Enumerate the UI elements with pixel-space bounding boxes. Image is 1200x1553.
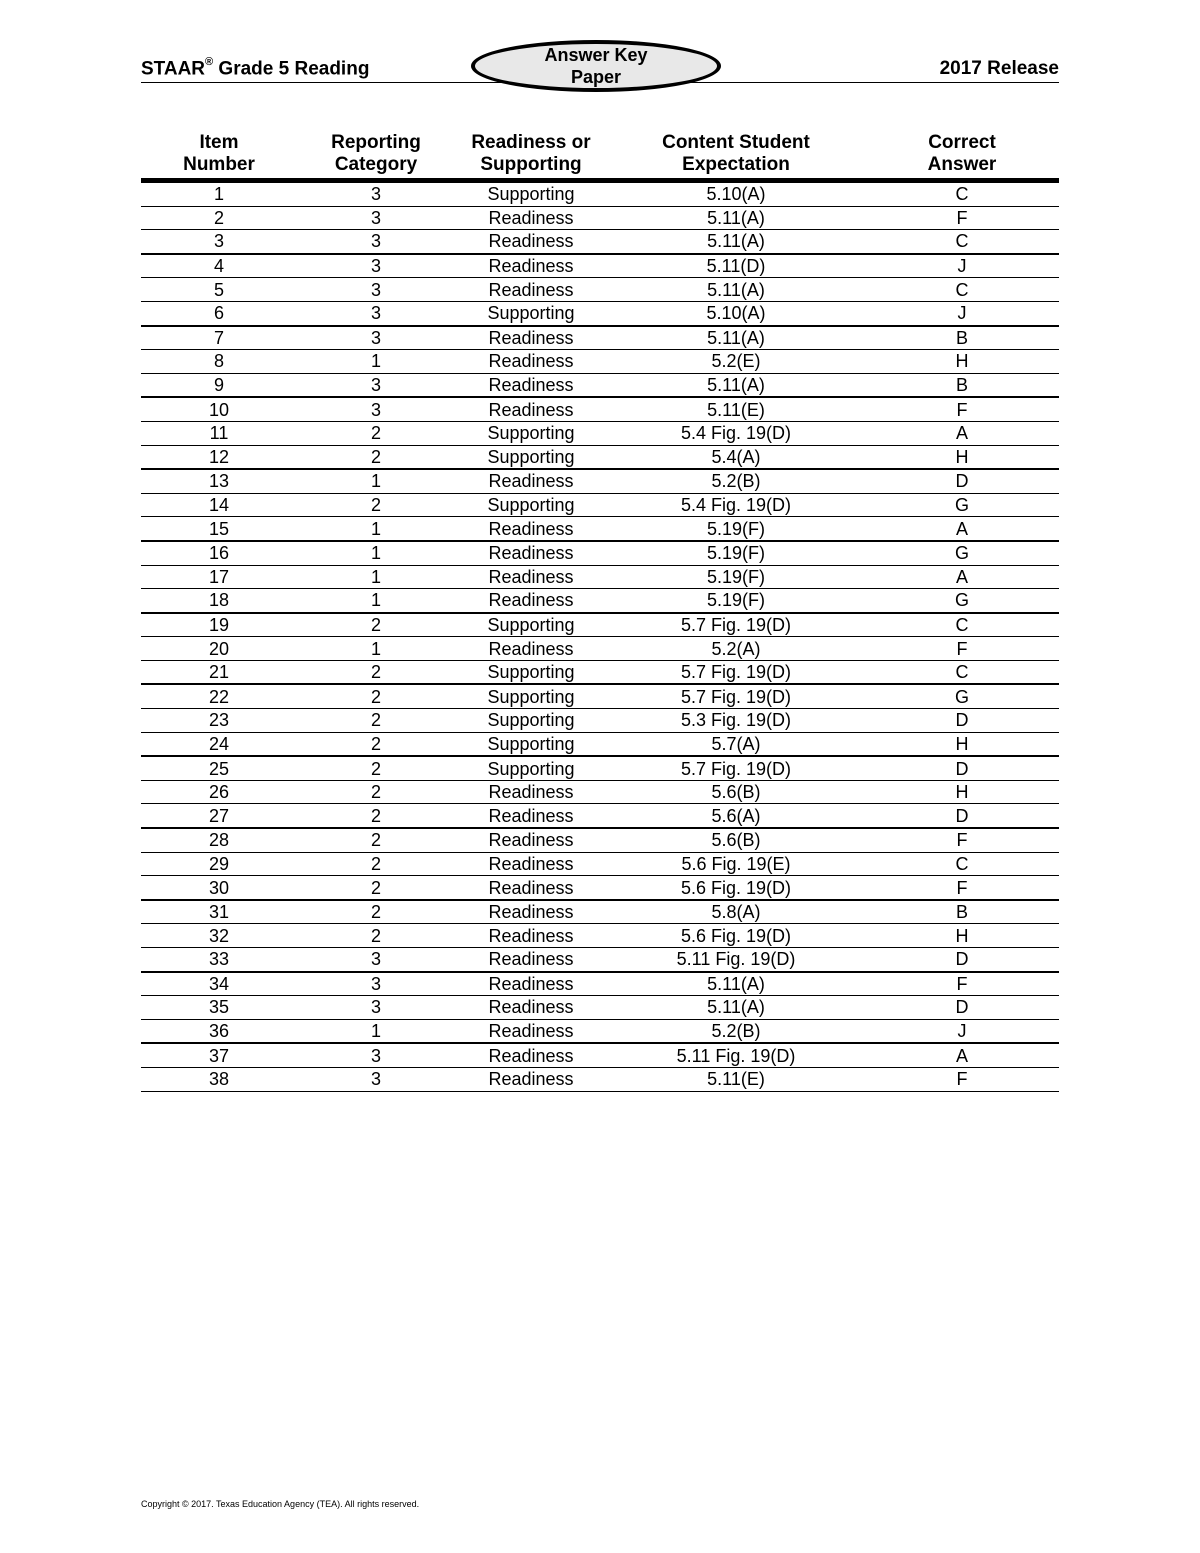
- cell-correct-answer: G: [865, 493, 1059, 517]
- table-row: [141, 972, 1059, 996]
- cell-correct-answer: H: [865, 350, 1059, 374]
- cell-content-expectation: 5.19(F): [607, 517, 865, 541]
- cell-correct-answer: C: [865, 278, 1059, 302]
- cell-item-number: 35: [141, 996, 297, 1020]
- cell-readiness-or-supporting: Readiness: [455, 230, 607, 254]
- cell-readiness-or-supporting: Supporting: [455, 445, 607, 469]
- table-row: [141, 278, 1059, 302]
- column-header-content-expectation: Content Student Expectation: [607, 132, 865, 181]
- cell-correct-answer: G: [865, 684, 1059, 708]
- cell-readiness-or-supporting: Readiness: [455, 637, 607, 661]
- registered-mark: ®: [205, 56, 214, 68]
- cell-reporting-category: 2: [297, 780, 455, 804]
- table-row: [141, 517, 1059, 541]
- cell-item-number: 38: [141, 1067, 297, 1091]
- cell-content-expectation: 5.2(E): [607, 350, 865, 374]
- table-row: [141, 780, 1059, 804]
- cell-content-expectation: 5.11(A): [607, 373, 865, 397]
- cell-readiness-or-supporting: Readiness: [455, 278, 607, 302]
- table-row: [141, 709, 1059, 733]
- table-row: [141, 326, 1059, 350]
- cell-readiness-or-supporting: Readiness: [455, 469, 607, 493]
- table-header: [141, 132, 1059, 181]
- cell-item-number: 2: [141, 206, 297, 230]
- table-row: [141, 924, 1059, 948]
- cell-readiness-or-supporting: Readiness: [455, 397, 607, 421]
- cell-item-number: 22: [141, 684, 297, 708]
- cell-correct-answer: D: [865, 996, 1059, 1020]
- cell-content-expectation: 5.2(A): [607, 637, 865, 661]
- table-row: [141, 876, 1059, 900]
- cell-content-expectation: 5.7 Fig. 19(D): [607, 756, 865, 780]
- cell-readiness-or-supporting: Readiness: [455, 876, 607, 900]
- cell-correct-answer: A: [865, 1043, 1059, 1067]
- table-row: [141, 660, 1059, 684]
- cell-readiness-or-supporting: Readiness: [455, 1043, 607, 1067]
- cell-item-number: 37: [141, 1043, 297, 1067]
- cell-item-number: 10: [141, 397, 297, 421]
- table-row: [141, 756, 1059, 780]
- table-row: [141, 493, 1059, 517]
- cell-content-expectation: 5.7 Fig. 19(D): [607, 660, 865, 684]
- cell-correct-answer: F: [865, 876, 1059, 900]
- cell-reporting-category: 1: [297, 541, 455, 565]
- cell-reporting-category: 1: [297, 1019, 455, 1043]
- table-row: [141, 804, 1059, 828]
- cell-content-expectation: 5.11(A): [607, 230, 865, 254]
- table-row: [141, 397, 1059, 421]
- cell-reporting-category: 3: [297, 996, 455, 1020]
- cell-reporting-category: 3: [297, 206, 455, 230]
- cell-readiness-or-supporting: Readiness: [455, 373, 607, 397]
- cell-correct-answer: B: [865, 373, 1059, 397]
- cell-reporting-category: 2: [297, 709, 455, 733]
- cell-content-expectation: 5.7 Fig. 19(D): [607, 613, 865, 637]
- cell-correct-answer: F: [865, 972, 1059, 996]
- cell-reporting-category: 3: [297, 1067, 455, 1091]
- column-header-item-number: Item Number: [141, 132, 297, 181]
- table-row: [141, 996, 1059, 1020]
- cell-reporting-category: 2: [297, 900, 455, 924]
- cell-reporting-category: 1: [297, 589, 455, 613]
- cell-readiness-or-supporting: Readiness: [455, 852, 607, 876]
- table-row: [141, 900, 1059, 924]
- badge-line-2: Paper: [570, 67, 622, 87]
- cell-readiness-or-supporting: Supporting: [455, 613, 607, 637]
- cell-correct-answer: D: [865, 804, 1059, 828]
- cell-readiness-or-supporting: Supporting: [455, 709, 607, 733]
- cell-content-expectation: 5.11(A): [607, 206, 865, 230]
- cell-item-number: 8: [141, 350, 297, 374]
- cell-content-expectation: 5.4(A): [607, 445, 865, 469]
- cell-reporting-category: 2: [297, 613, 455, 637]
- cell-readiness-or-supporting: Readiness: [455, 541, 607, 565]
- cell-reporting-category: 2: [297, 876, 455, 900]
- cell-reporting-category: 2: [297, 924, 455, 948]
- cell-reporting-category: 3: [297, 1043, 455, 1067]
- cell-reporting-category: 2: [297, 852, 455, 876]
- cell-item-number: 14: [141, 493, 297, 517]
- cell-reporting-category: 2: [297, 828, 455, 852]
- cell-content-expectation: 5.10(A): [607, 301, 865, 325]
- table-row: [141, 181, 1059, 207]
- cell-content-expectation: 5.19(F): [607, 565, 865, 589]
- table-row: [141, 828, 1059, 852]
- cell-reporting-category: 3: [297, 972, 455, 996]
- cell-correct-answer: B: [865, 326, 1059, 350]
- cell-reporting-category: 2: [297, 804, 455, 828]
- cell-readiness-or-supporting: Supporting: [455, 301, 607, 325]
- table-row: [141, 732, 1059, 756]
- cell-item-number: 17: [141, 565, 297, 589]
- cell-content-expectation: 5.2(B): [607, 469, 865, 493]
- cell-reporting-category: 2: [297, 756, 455, 780]
- cell-item-number: 33: [141, 948, 297, 972]
- cell-item-number: 27: [141, 804, 297, 828]
- cell-item-number: 36: [141, 1019, 297, 1043]
- cell-content-expectation: 5.6(B): [607, 828, 865, 852]
- cell-content-expectation: 5.11(A): [607, 278, 865, 302]
- table-row: [141, 1067, 1059, 1091]
- cell-readiness-or-supporting: Supporting: [455, 684, 607, 708]
- cell-content-expectation: 5.19(F): [607, 589, 865, 613]
- cell-reporting-category: 3: [297, 301, 455, 325]
- cell-correct-answer: C: [865, 613, 1059, 637]
- cell-content-expectation: 5.11(A): [607, 996, 865, 1020]
- cell-readiness-or-supporting: Readiness: [455, 828, 607, 852]
- cell-readiness-or-supporting: Readiness: [455, 996, 607, 1020]
- cell-item-number: 30: [141, 876, 297, 900]
- cell-reporting-category: 2: [297, 445, 455, 469]
- cell-readiness-or-supporting: Readiness: [455, 948, 607, 972]
- cell-item-number: 13: [141, 469, 297, 493]
- cell-correct-answer: A: [865, 421, 1059, 445]
- cell-content-expectation: 5.6 Fig. 19(E): [607, 852, 865, 876]
- cell-correct-answer: F: [865, 637, 1059, 661]
- cell-correct-answer: G: [865, 541, 1059, 565]
- cell-content-expectation: 5.11(E): [607, 1067, 865, 1091]
- table-row: [141, 350, 1059, 374]
- cell-item-number: 28: [141, 828, 297, 852]
- table-row: [141, 565, 1059, 589]
- cell-content-expectation: 5.10(A): [607, 181, 865, 207]
- cell-content-expectation: 5.11 Fig. 19(D): [607, 1043, 865, 1067]
- cell-readiness-or-supporting: Supporting: [455, 421, 607, 445]
- cell-content-expectation: 5.2(B): [607, 1019, 865, 1043]
- table-row: [141, 637, 1059, 661]
- badge-line-1: Answer Key: [544, 45, 648, 65]
- cell-reporting-category: 3: [297, 948, 455, 972]
- cell-content-expectation: 5.3 Fig. 19(D): [607, 709, 865, 733]
- cell-correct-answer: A: [865, 517, 1059, 541]
- cell-item-number: 20: [141, 637, 297, 661]
- cell-correct-answer: D: [865, 948, 1059, 972]
- cell-content-expectation: 5.11(D): [607, 254, 865, 278]
- cell-reporting-category: 2: [297, 684, 455, 708]
- cell-reporting-category: 2: [297, 660, 455, 684]
- cell-item-number: 15: [141, 517, 297, 541]
- cell-correct-answer: D: [865, 709, 1059, 733]
- cell-item-number: 19: [141, 613, 297, 637]
- cell-readiness-or-supporting: Supporting: [455, 756, 607, 780]
- cell-correct-answer: B: [865, 900, 1059, 924]
- cell-item-number: 1: [141, 181, 297, 207]
- cell-correct-answer: F: [865, 1067, 1059, 1091]
- cell-content-expectation: 5.4 Fig. 19(D): [607, 493, 865, 517]
- copyright-notice: Copyright © 2017. Texas Education Agency (TEA). All rights reserved.: [141, 1499, 420, 1509]
- cell-item-number: 21: [141, 660, 297, 684]
- cell-reporting-category: 3: [297, 397, 455, 421]
- cell-item-number: 24: [141, 732, 297, 756]
- cell-reporting-category: 3: [297, 230, 455, 254]
- cell-item-number: 6: [141, 301, 297, 325]
- cell-content-expectation: 5.19(F): [607, 541, 865, 565]
- cell-correct-answer: J: [865, 301, 1059, 325]
- table-row: [141, 206, 1059, 230]
- cell-content-expectation: 5.11(E): [607, 397, 865, 421]
- table-row: [141, 373, 1059, 397]
- cell-correct-answer: C: [865, 852, 1059, 876]
- answer-key-table: [141, 132, 1059, 1092]
- cell-item-number: 23: [141, 709, 297, 733]
- cell-correct-answer: H: [865, 445, 1059, 469]
- cell-content-expectation: 5.7(A): [607, 732, 865, 756]
- cell-readiness-or-supporting: Readiness: [455, 972, 607, 996]
- cell-readiness-or-supporting: Readiness: [455, 517, 607, 541]
- cell-item-number: 32: [141, 924, 297, 948]
- table-row: [141, 445, 1059, 469]
- cell-reporting-category: 1: [297, 637, 455, 661]
- cell-readiness-or-supporting: Supporting: [455, 493, 607, 517]
- cell-item-number: 12: [141, 445, 297, 469]
- title-prefix: STAAR: [141, 58, 206, 80]
- answer-key-badge: [471, 40, 721, 92]
- cell-content-expectation: 5.6(B): [607, 780, 865, 804]
- cell-correct-answer: C: [865, 230, 1059, 254]
- cell-reporting-category: 3: [297, 278, 455, 302]
- column-header-reporting-category: Reporting Category: [297, 132, 455, 181]
- cell-correct-answer: J: [865, 254, 1059, 278]
- cell-item-number: 5: [141, 278, 297, 302]
- cell-item-number: 7: [141, 326, 297, 350]
- column-header-correct-answer: Correct Answer: [865, 132, 1059, 181]
- cell-correct-answer: C: [865, 181, 1059, 207]
- cell-reporting-category: 1: [297, 565, 455, 589]
- document-title: [141, 58, 369, 80]
- cell-reporting-category: 2: [297, 732, 455, 756]
- release-label: 2017 Release: [939, 58, 1059, 79]
- table-body: [141, 181, 1059, 1092]
- cell-readiness-or-supporting: Supporting: [455, 732, 607, 756]
- cell-correct-answer: H: [865, 732, 1059, 756]
- table-row: [141, 613, 1059, 637]
- table-row: [141, 541, 1059, 565]
- cell-reporting-category: 3: [297, 373, 455, 397]
- cell-item-number: 11: [141, 421, 297, 445]
- cell-item-number: 4: [141, 254, 297, 278]
- cell-reporting-category: 1: [297, 350, 455, 374]
- cell-correct-answer: A: [865, 565, 1059, 589]
- cell-content-expectation: 5.11 Fig. 19(D): [607, 948, 865, 972]
- cell-content-expectation: 5.4 Fig. 19(D): [607, 421, 865, 445]
- cell-readiness-or-supporting: Readiness: [455, 924, 607, 948]
- cell-correct-answer: F: [865, 397, 1059, 421]
- cell-correct-answer: F: [865, 828, 1059, 852]
- cell-item-number: 3: [141, 230, 297, 254]
- cell-item-number: 31: [141, 900, 297, 924]
- cell-readiness-or-supporting: Readiness: [455, 206, 607, 230]
- cell-readiness-or-supporting: Readiness: [455, 1019, 607, 1043]
- cell-reporting-category: 3: [297, 254, 455, 278]
- table-row: [141, 421, 1059, 445]
- cell-reporting-category: 2: [297, 421, 455, 445]
- cell-item-number: 18: [141, 589, 297, 613]
- table-row: [141, 684, 1059, 708]
- table-row: [141, 1019, 1059, 1043]
- cell-readiness-or-supporting: Readiness: [455, 900, 607, 924]
- cell-correct-answer: J: [865, 1019, 1059, 1043]
- cell-correct-answer: F: [865, 206, 1059, 230]
- cell-readiness-or-supporting: Supporting: [455, 181, 607, 207]
- cell-content-expectation: 5.6 Fig. 19(D): [607, 924, 865, 948]
- cell-item-number: 34: [141, 972, 297, 996]
- title-suffix: Grade 5 Reading: [213, 58, 370, 80]
- cell-correct-answer: D: [865, 469, 1059, 493]
- table-row: [141, 254, 1059, 278]
- column-header-readiness-or-supporting: Readiness or Supporting: [455, 132, 607, 181]
- table-row: [141, 852, 1059, 876]
- table-row: [141, 469, 1059, 493]
- cell-readiness-or-supporting: Readiness: [455, 804, 607, 828]
- cell-correct-answer: G: [865, 589, 1059, 613]
- cell-item-number: 16: [141, 541, 297, 565]
- cell-readiness-or-supporting: Readiness: [455, 589, 607, 613]
- cell-readiness-or-supporting: Readiness: [455, 254, 607, 278]
- cell-readiness-or-supporting: Readiness: [455, 780, 607, 804]
- cell-correct-answer: H: [865, 780, 1059, 804]
- cell-item-number: 9: [141, 373, 297, 397]
- cell-reporting-category: 1: [297, 517, 455, 541]
- table-row: [141, 230, 1059, 254]
- cell-item-number: 26: [141, 780, 297, 804]
- cell-item-number: 29: [141, 852, 297, 876]
- cell-content-expectation: 5.7 Fig. 19(D): [607, 684, 865, 708]
- cell-reporting-category: 3: [297, 326, 455, 350]
- table-row: [141, 589, 1059, 613]
- cell-content-expectation: 5.11(A): [607, 326, 865, 350]
- cell-readiness-or-supporting: Readiness: [455, 1067, 607, 1091]
- cell-readiness-or-supporting: Supporting: [455, 660, 607, 684]
- cell-correct-answer: H: [865, 924, 1059, 948]
- cell-content-expectation: 5.6 Fig. 19(D): [607, 876, 865, 900]
- cell-readiness-or-supporting: Readiness: [455, 350, 607, 374]
- table-row: [141, 948, 1059, 972]
- cell-item-number: 25: [141, 756, 297, 780]
- table-row: [141, 301, 1059, 325]
- cell-content-expectation: 5.11(A): [607, 972, 865, 996]
- cell-reporting-category: 2: [297, 493, 455, 517]
- cell-readiness-or-supporting: Readiness: [455, 326, 607, 350]
- cell-correct-answer: D: [865, 756, 1059, 780]
- table-row: [141, 1043, 1059, 1067]
- cell-readiness-or-supporting: Readiness: [455, 565, 607, 589]
- cell-reporting-category: 3: [297, 181, 455, 207]
- cell-content-expectation: 5.6(A): [607, 804, 865, 828]
- cell-correct-answer: C: [865, 660, 1059, 684]
- cell-reporting-category: 1: [297, 469, 455, 493]
- cell-content-expectation: 5.8(A): [607, 900, 865, 924]
